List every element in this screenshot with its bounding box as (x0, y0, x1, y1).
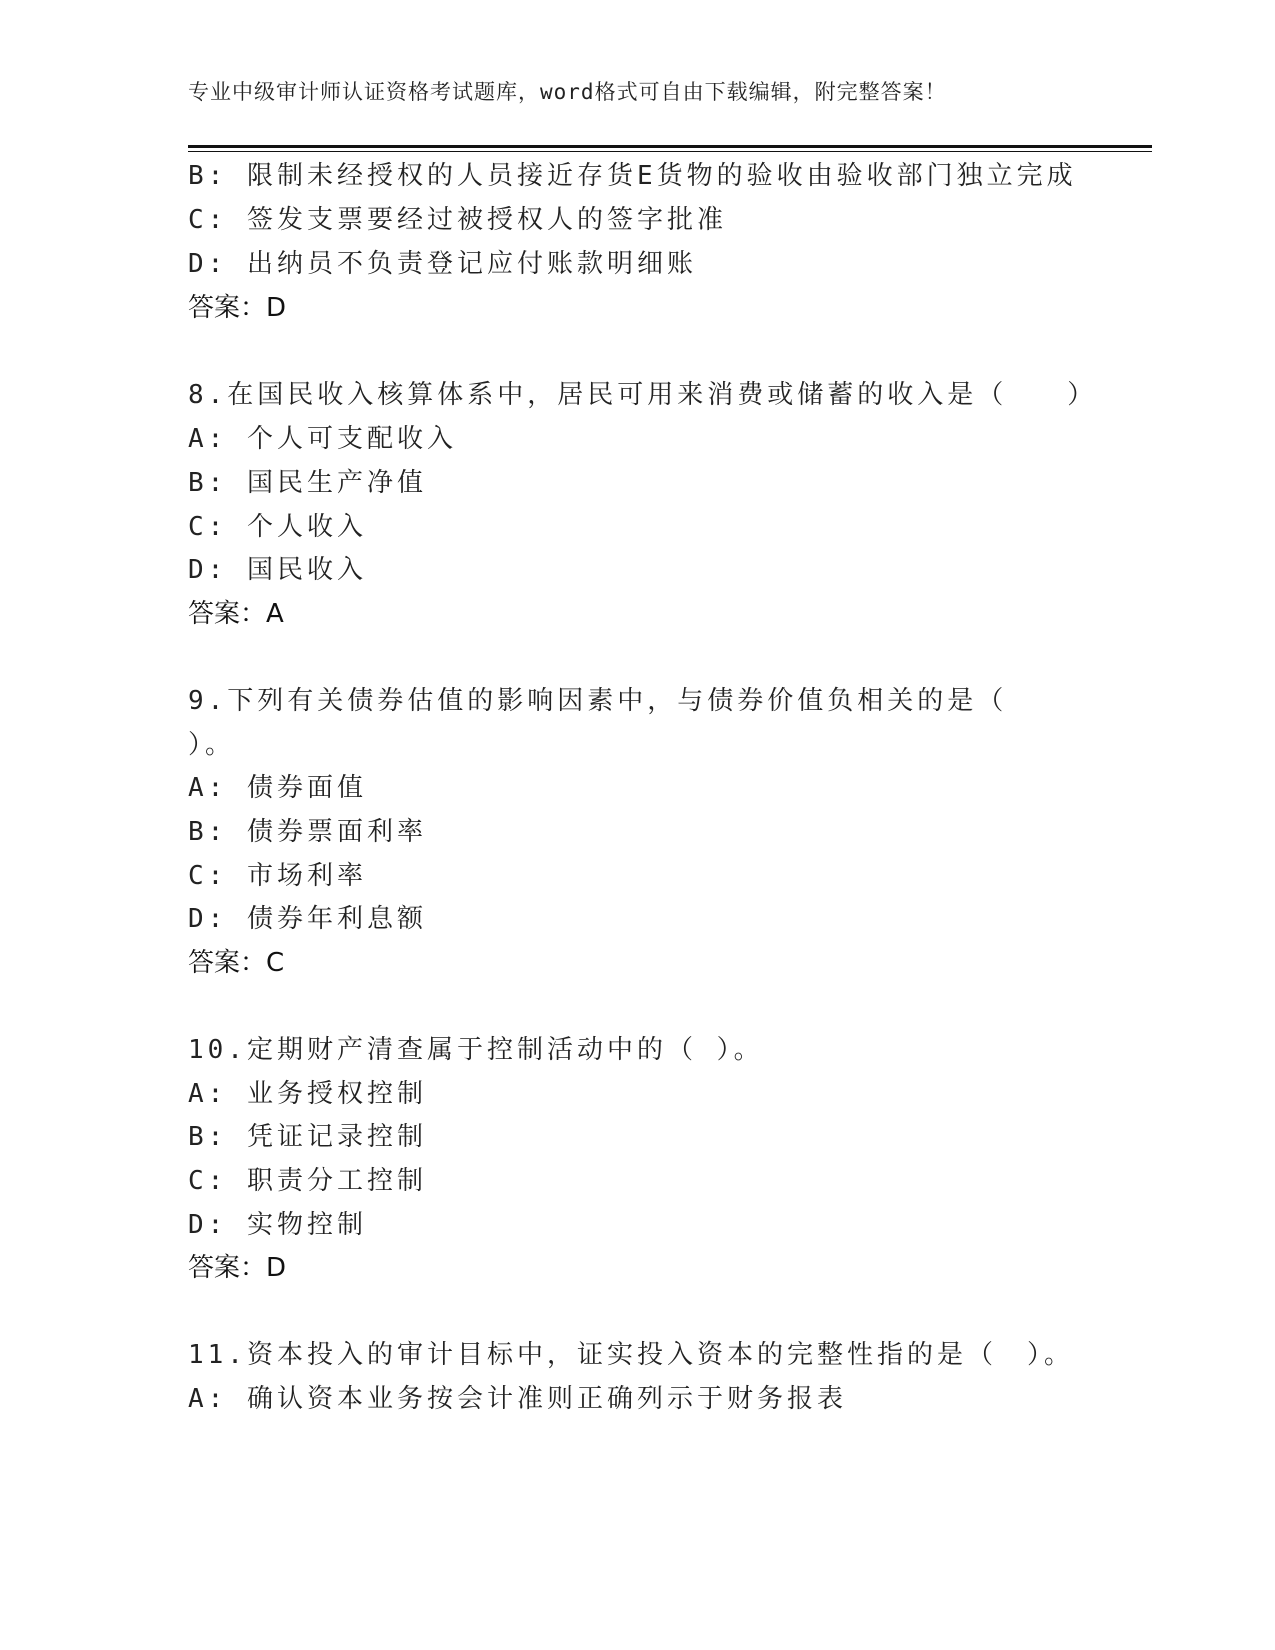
q7-answer: 答案：D (188, 293, 287, 323)
q10-question: 10.定期财产清查属于控制活动中的（ ）。 (188, 1035, 764, 1065)
q9-answer: 答案：C (188, 948, 285, 978)
q10-option-c: C: 职责分工控制 (188, 1166, 427, 1196)
q8-question: 8.在国民收入核算体系中，居民可用来消费或储蓄的收入是（ ） (188, 380, 1098, 410)
q7-option-d: D: 出纳员不负责登记应付账款明细账 (188, 249, 697, 279)
q11-question: 11.资本投入的审计目标中，证实投入资本的完整性指的是（ ）。 (188, 1340, 1074, 1370)
q10-answer: 答案：D (188, 1253, 287, 1283)
header-rule-thin (188, 151, 1152, 152)
q8-option-a: A: 个人可支配收入 (188, 424, 457, 454)
q8-option-b: B: 国民生产净值 (188, 468, 427, 498)
q10-option-d: D: 实物控制 (188, 1210, 367, 1240)
q8-option-d: D: 国民收入 (188, 555, 367, 585)
q8-option-c: C: 个人收入 (188, 512, 367, 542)
q8-answer: 答案：A (188, 599, 284, 629)
q9-option-b: B: 债券票面利率 (188, 817, 427, 847)
page-header: 专业中级审计师认证资格考试题库，word格式可自由下载编辑，附完整答案！ (188, 80, 947, 104)
q11-option-a: A: 确认资本业务按会计准则正确列示于财务报表 (188, 1384, 847, 1414)
q10-option-a: A: 业务授权控制 (188, 1079, 427, 1109)
q7-option-c: C: 签发支票要经过被授权人的签字批准 (188, 205, 727, 235)
header-rule-thick (188, 145, 1152, 148)
q9-question-line1: 9.下列有关债券估值的影响因素中，与债券价值负相关的是（ (188, 686, 1008, 716)
q9-option-c: C: 市场利率 (188, 861, 367, 891)
q10-option-b: B: 凭证记录控制 (188, 1122, 427, 1152)
q7-option-b: B: 限制未经授权的人员接近存货E货物的验收由验收部门独立完成 (188, 161, 1077, 191)
q9-question-line2: ）。 (188, 730, 236, 760)
q9-option-a: A: 债券面值 (188, 773, 367, 803)
q9-option-d: D: 债券年利息额 (188, 904, 427, 934)
